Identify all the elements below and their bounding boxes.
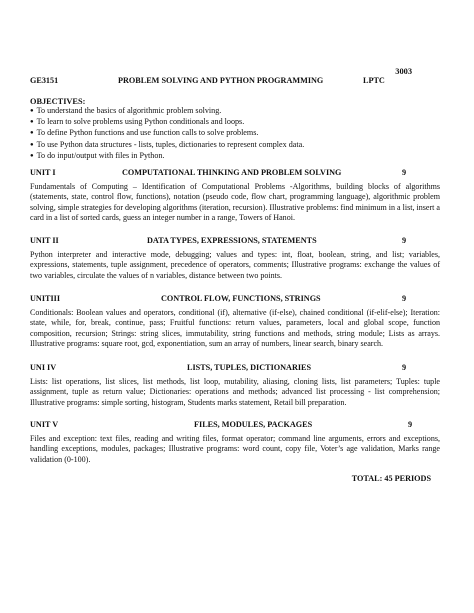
unit-2-content: Python interpreter and interactive mode, debugging; values and types: int, float, boolean, string, and list; variables, expressions, statements, tuple assignment, precedence of operators, comments; Illustrative programs: exchange the values of two variables, circulate the values of n variables, distance between two points. bbox=[30, 250, 440, 280]
unit-title: COMPUTATIONAL THINKING AND PROBLEM SOLVING bbox=[122, 168, 342, 177]
objective-item: ● To learn to solve problems using Python conditionals and loops. bbox=[30, 117, 440, 128]
course-title: PROBLEM SOLVING AND PYTHON PROGRAMMING bbox=[118, 76, 324, 85]
unit-4-header bbox=[30, 363, 440, 375]
total-periods: TOTAL: 45 PERIODS bbox=[351, 474, 431, 483]
unit-5-content: Files and exception: text files, reading and writing files, format operator; command line arguments, errors and exceptions, handling exceptions, modules, packages; Illustrative programs: word count, copy file, Voter’s age validation, Marks range validation (0-100). bbox=[30, 434, 440, 464]
unit-title: LISTS, TUPLES, DICTIONARIES bbox=[187, 363, 312, 372]
unit-label: UNI IV bbox=[30, 363, 57, 372]
objective-item: ● To do input/output with files in Python. bbox=[30, 151, 440, 162]
course-code: GE3151 bbox=[30, 76, 59, 85]
credits-code: 3003 bbox=[395, 67, 412, 76]
unit-1-content: Fundamentals of Computing – Identification of Computational Problems -Algorithms, building blocks of algorithms (statements, state, control flow, functions), notation (pseudo code, flow chart, programming language), algorithmic problem solving, simple strategies for developing algorithms (iteration, recursion). Illustrative problems: find minimum in a list, insert a card in a list of sorted cards, guess an integer number in a range, Towers of Hanoi. bbox=[30, 182, 440, 223]
unit-1-header bbox=[30, 168, 440, 180]
unit-title: DATA TYPES, EXPRESSIONS, STATEMENTS bbox=[147, 236, 317, 245]
course-header bbox=[30, 76, 418, 88]
unit-2-header bbox=[30, 236, 440, 248]
unit-hours: 9 bbox=[408, 420, 413, 429]
unit-title: FILES, MODULES, PACKAGES bbox=[194, 420, 313, 429]
course-type: LPTC bbox=[363, 76, 385, 85]
unit-label: UNITIII bbox=[30, 294, 61, 303]
unit-3-content: Conditionals: Boolean values and operators, conditional (if), alternative (if-else), chained conditional (if-elif-else); Iteration: state, while, for, break, continue, pass; Fruitful functions: return values, parameters, local and global scope, function composition, recursion; Strings: string slices, immutability, string functions and methods, string module; Lists as arrays. Illustrative programs: square root, gcd, exponentiation, sum an array of numbers, linear search, binary search. bbox=[30, 308, 440, 349]
unit-hours: 9 bbox=[402, 236, 407, 245]
unit-5-header bbox=[30, 420, 440, 432]
objective-item: ● To use Python data structures - lists, tuples, dictionaries to represent complex data. bbox=[30, 140, 440, 151]
objectives-list bbox=[30, 106, 440, 162]
objective-item: ● To define Python functions and use function calls to solve problems. bbox=[30, 128, 440, 139]
objectives-heading: OBJECTIVES: bbox=[30, 97, 86, 106]
unit-hours: 9 bbox=[402, 294, 407, 303]
unit-label: UNIT V bbox=[30, 420, 59, 429]
unit-label: UNIT I bbox=[30, 168, 56, 177]
unit-title: CONTROL FLOW, FUNCTIONS, STRINGS bbox=[161, 294, 321, 303]
unit-label: UNIT II bbox=[30, 236, 59, 245]
unit-4-content: Lists: list operations, list slices, list methods, list loop, mutability, aliasing, cloning lists, list parameters; Tuples: tuple assignment, tuple as return value; Dictionaries: operations and methods; advanced list processing - list comprehension; Illustrative programs: simple sorting, histogram, Students marks statement, Retail bill preparation. bbox=[30, 377, 440, 407]
unit-3-header bbox=[30, 294, 440, 306]
unit-hours: 9 bbox=[402, 168, 407, 177]
objective-item: ● To understand the basics of algorithmic problem solving. bbox=[30, 106, 440, 117]
unit-hours: 9 bbox=[402, 363, 407, 372]
